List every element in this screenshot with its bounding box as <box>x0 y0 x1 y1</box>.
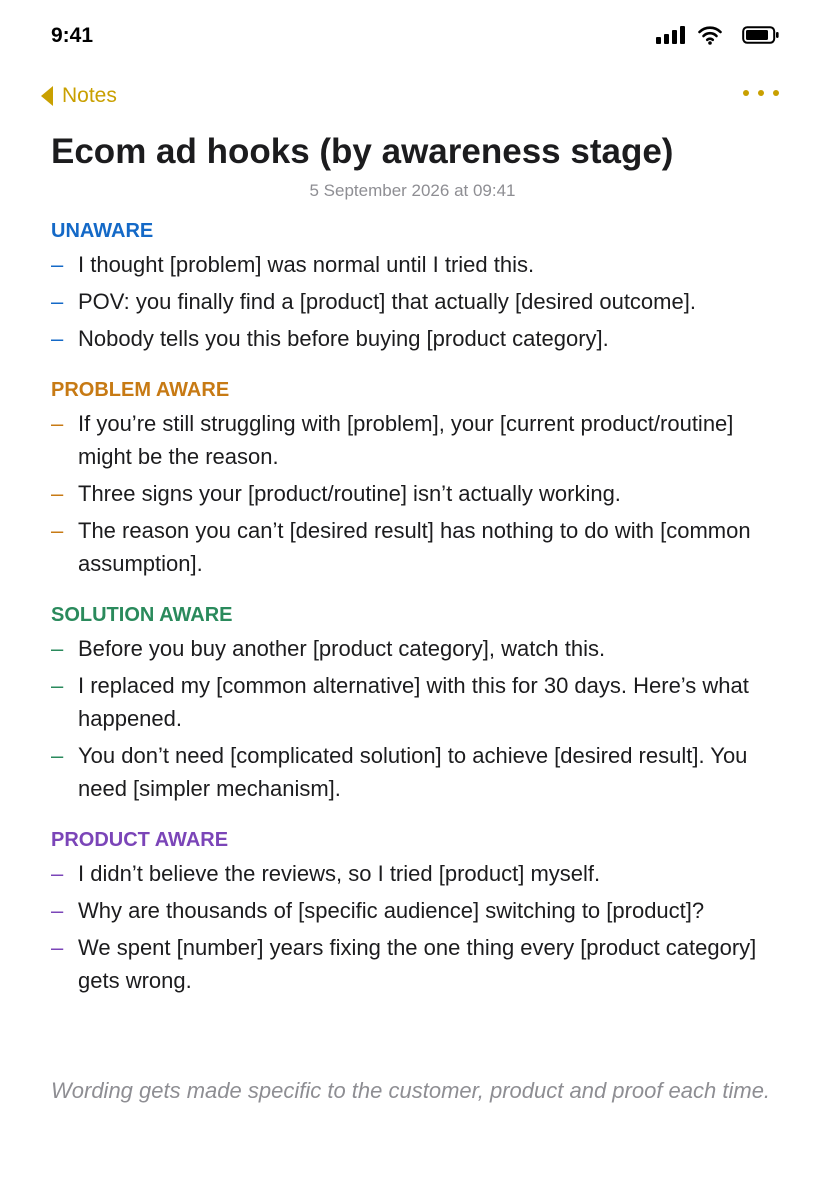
bullet-dash: – <box>51 935 64 960</box>
bullet-list <box>51 632 781 805</box>
list-item-text: Before you buy another [product category], watch this. <box>78 636 606 661</box>
status-time: 9:41 <box>51 24 94 47</box>
list-item <box>51 632 781 665</box>
bullet-list <box>51 407 781 580</box>
list-item <box>51 931 781 997</box>
bullet-list <box>51 857 781 997</box>
list-item-text: The reason you can’t [desired result] has nothing to do with [common assumption]. <box>78 518 751 576</box>
list-item <box>51 514 781 580</box>
back-button[interactable] <box>40 84 117 108</box>
ellipsis-icon-dot <box>758 90 764 96</box>
list-item-text: I didn’t believe the reviews, so I tried [product] myself. <box>78 861 601 886</box>
wifi-icon <box>698 25 722 45</box>
list-item <box>51 669 781 735</box>
chevron-left-icon <box>40 85 54 107</box>
note-footnote: Wording gets made specific to the customer, product and proof each time. <box>51 1078 771 1103</box>
list-item <box>51 285 781 318</box>
list-item-text: I replaced my [common alternative] with this for 30 days. Here’s what happened. <box>78 673 749 731</box>
list-item-text: Why are thousands of [specific audience] switching to [product]? <box>78 898 705 923</box>
bullet-dash: – <box>51 411 64 436</box>
list-item-text: We spent [number] years fixing the one thing every [product category] gets wrong. <box>78 935 757 993</box>
bullet-list <box>51 248 781 355</box>
list-item-text: If you’re still struggling with [problem], your [current product/routine] might be the reason. <box>78 411 734 469</box>
list-item <box>51 857 781 890</box>
ellipsis-icon <box>743 90 749 96</box>
list-item <box>51 894 781 927</box>
section-heading: PRODUCT AWARE <box>51 829 229 851</box>
list-item-text: Nobody tells you this before buying [product category]. <box>78 326 609 351</box>
bullet-dash: – <box>51 636 64 661</box>
signal-icon <box>656 25 688 45</box>
list-item-text: Three signs your [product/routine] isn’t actually working. <box>78 481 621 506</box>
section-problem-aware <box>51 375 781 580</box>
bullet-dash: – <box>51 898 64 923</box>
section-heading: SOLUTION AWARE <box>51 604 233 626</box>
note-date: 5 September 2026 at 09:41 <box>309 181 516 200</box>
list-item-text: POV: you finally find a [product] that actually [desired outcome]. <box>78 289 696 314</box>
back-button-label: Notes <box>62 84 117 107</box>
status-icons <box>656 22 780 48</box>
section-product-aware <box>51 825 781 997</box>
bullet-dash: – <box>51 861 64 886</box>
section-unaware <box>51 216 781 355</box>
bullet-dash: – <box>51 289 64 314</box>
bullet-dash: – <box>51 326 64 351</box>
status-bar <box>0 0 825 70</box>
list-item <box>51 739 781 805</box>
list-item <box>51 322 781 355</box>
list-item <box>51 248 781 281</box>
list-item <box>51 477 781 510</box>
nav-bar <box>0 80 825 116</box>
list-item-text: I thought [problem] was normal until I tried this. <box>78 252 535 277</box>
section-heading: UNAWARE <box>51 220 154 242</box>
section-heading: PROBLEM AWARE <box>51 379 230 401</box>
list-item-text: You don’t need [complicated solution] to achieve [desired result]. You need [simpler mechanism]. <box>78 743 748 801</box>
bullet-dash: – <box>51 518 64 543</box>
bullet-dash: – <box>51 252 64 277</box>
battery-icon <box>742 25 780 45</box>
bullet-dash: – <box>51 481 64 506</box>
list-item <box>51 407 781 473</box>
note-body[interactable] <box>51 216 781 1017</box>
section-solution-aware <box>51 600 781 805</box>
more-button[interactable] <box>734 90 779 96</box>
bullet-dash: – <box>51 743 64 768</box>
note-title[interactable]: Ecom ad hooks (by awareness stage) <box>51 132 674 171</box>
ellipsis-icon-dot <box>773 90 779 96</box>
bullet-dash: – <box>51 673 64 698</box>
